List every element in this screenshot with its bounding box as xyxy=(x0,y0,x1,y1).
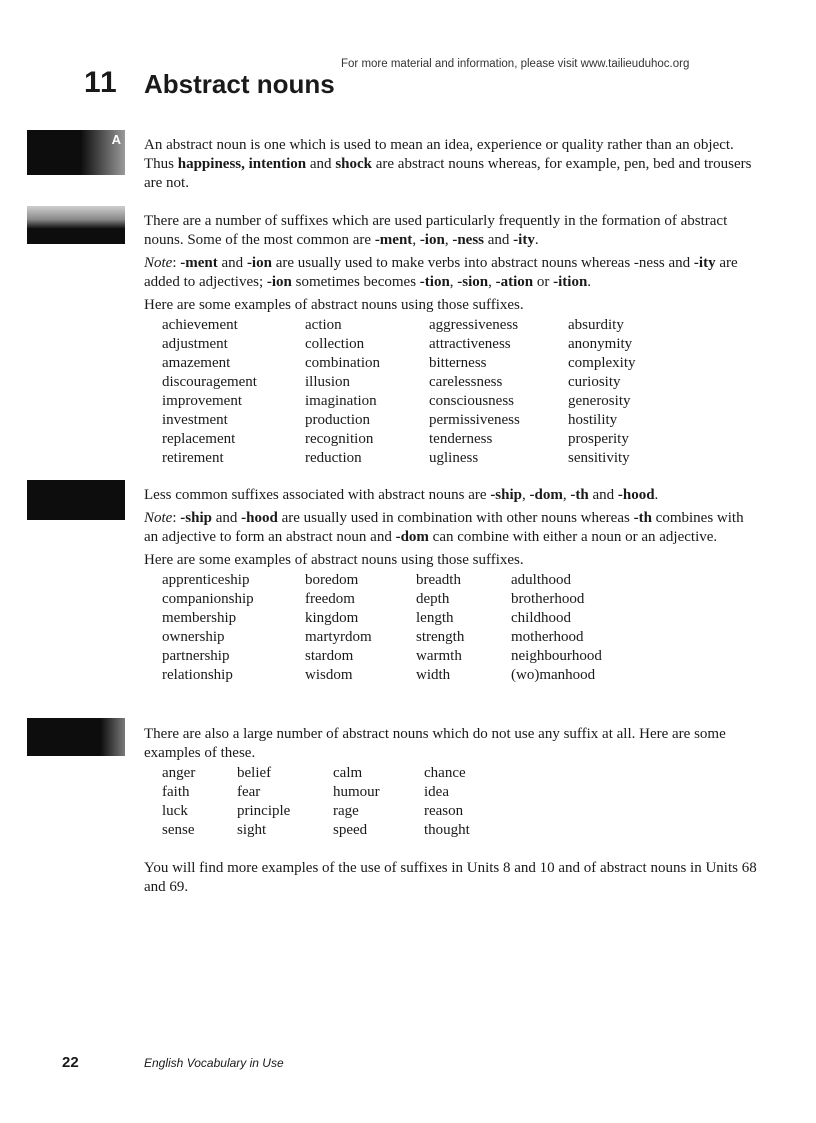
page-number: 22 xyxy=(62,1054,79,1071)
table-cell: curiosity xyxy=(568,374,621,390)
table-row xyxy=(162,802,504,821)
table-cell: investment xyxy=(162,412,228,428)
table-cell: faith xyxy=(162,784,190,800)
section-c-note: Note: -ship and -hood are usually used in combination with other nouns whereas -th combines with an adjective to form an abstract noun and -dom can combine with either a noun or an adjective. xyxy=(144,510,744,545)
table-row xyxy=(162,430,658,449)
table-cell: attractiveness xyxy=(429,336,511,352)
table-cell: length xyxy=(416,610,454,626)
table-row xyxy=(162,316,658,335)
table-cell: brotherhood xyxy=(511,591,585,607)
section-b xyxy=(144,212,759,468)
table-cell: speed xyxy=(333,822,368,838)
table-cell: breadth xyxy=(416,572,461,588)
table-cell: production xyxy=(305,412,370,428)
table-cell: companionship xyxy=(162,591,254,607)
section-c-intro: Less common suffixes associated with abstract nouns are -ship, -dom, -th and -hood. xyxy=(144,487,659,503)
table-row xyxy=(162,764,504,783)
table-cell: replacement xyxy=(162,431,236,447)
table-cell: reason xyxy=(424,803,464,819)
table-cell: adulthood xyxy=(511,572,571,588)
table-cell: stardom xyxy=(305,648,354,664)
table-cell: bitterness xyxy=(429,355,487,371)
table-cell: sense xyxy=(162,822,195,838)
table-row xyxy=(162,411,658,430)
table-row xyxy=(162,392,658,411)
table-cell: rage xyxy=(333,803,359,819)
table-cell: anonymity xyxy=(568,336,633,352)
page-title: Abstract nouns xyxy=(144,69,335,99)
suffix-examples-table-1 xyxy=(162,316,658,468)
table-cell: membership xyxy=(162,610,237,626)
section-a-text: An abstract noun is one which is used to mean an idea, experience or quality rather than an object. Thus happiness, intention and shock are abstract nouns whereas, for example, pen, bed and trousers are not. xyxy=(144,137,752,191)
table-row xyxy=(162,571,621,590)
table-cell: imagination xyxy=(305,393,377,409)
unit-number: 11 xyxy=(84,66,118,99)
table-cell: illusion xyxy=(305,374,351,390)
table-cell: luck xyxy=(162,803,188,819)
section-marker-b xyxy=(27,206,125,244)
table-cell: motherhood xyxy=(511,629,584,645)
table-cell: depth xyxy=(416,591,450,607)
section-b-examples-intro: Here are some examples of abstract nouns using those suffixes. xyxy=(144,297,524,313)
table-cell: tenderness xyxy=(429,431,493,447)
table-cell: relationship xyxy=(162,667,233,683)
table-cell: partnership xyxy=(162,648,230,664)
section-marker-c xyxy=(27,480,125,520)
section-marker-label xyxy=(112,482,121,497)
table-cell: calm xyxy=(333,765,363,781)
table-cell: improvement xyxy=(162,393,242,409)
table-row xyxy=(162,373,658,392)
table-cell: achievement xyxy=(162,317,238,333)
section-d xyxy=(144,725,759,901)
table-cell: belief xyxy=(237,765,272,781)
table-cell: aggressiveness xyxy=(429,317,519,333)
table-cell: width xyxy=(416,667,451,683)
table-cell: consciousness xyxy=(429,393,514,409)
table-cell: retirement xyxy=(162,450,224,466)
table-cell: ownership xyxy=(162,629,225,645)
table-cell: hostility xyxy=(568,412,618,428)
table-cell: childhood xyxy=(511,610,571,626)
table-cell: chance xyxy=(424,765,466,781)
no-suffix-examples-table xyxy=(162,764,504,840)
suffix-examples-table-2 xyxy=(162,571,621,685)
table-cell: combination xyxy=(305,355,380,371)
table-row xyxy=(162,609,621,628)
table-cell: principle xyxy=(237,803,291,819)
table-cell: recognition xyxy=(305,431,374,447)
table-row xyxy=(162,449,658,468)
section-marker-a xyxy=(27,130,125,175)
section-d-intro: There are also a large number of abstract nouns which do not use any suffix at all. Here are some examples of these. xyxy=(144,726,726,761)
section-d-closing: You will find more examples of the use of suffixes in Units 8 and 10 and of abstract nouns in Units 68 and 69. xyxy=(144,860,757,895)
table-row xyxy=(162,647,621,666)
section-marker-label xyxy=(112,208,121,223)
table-cell: adjustment xyxy=(162,336,228,352)
section-marker-label xyxy=(112,720,121,735)
table-cell: wisdom xyxy=(305,667,353,683)
table-cell: apprenticeship xyxy=(162,572,250,588)
table-cell: reduction xyxy=(305,450,362,466)
table-cell: generosity xyxy=(568,393,631,409)
table-row xyxy=(162,354,658,373)
section-c-examples-intro: Here are some examples of abstract nouns using those suffixes. xyxy=(144,552,524,568)
section-b-note: Note: -ment and -ion are usually used to make verbs into abstract nouns whereas -ness and -ity are added to adjectives; -ion sometimes becomes -tion, -sion, -ation or -ition. xyxy=(144,255,738,290)
table-cell: kingdom xyxy=(305,610,359,626)
table-cell: freedom xyxy=(305,591,355,607)
table-cell: martyrdom xyxy=(305,629,372,645)
table-row xyxy=(162,590,621,609)
section-b-intro: There are a number of suffixes which are used particularly frequently in the formation of abstract nouns. Some of the most common are -ment, -ion, -ness and -ity. xyxy=(144,213,728,248)
table-cell: anger xyxy=(162,765,196,781)
table-cell: strength xyxy=(416,629,465,645)
table-row xyxy=(162,783,504,802)
table-cell: warmth xyxy=(416,648,462,664)
section-marker-d xyxy=(27,718,125,756)
table-row xyxy=(162,821,504,840)
table-cell: action xyxy=(305,317,342,333)
table-cell: boredom xyxy=(305,572,359,588)
book-title: English Vocabulary in Use xyxy=(144,1056,284,1070)
table-cell: idea xyxy=(424,784,449,800)
section-c xyxy=(144,486,759,685)
table-cell: neighbourhood xyxy=(511,648,602,664)
table-cell: sensitivity xyxy=(568,450,630,466)
table-cell: permissiveness xyxy=(429,412,520,428)
section-marker-label: A xyxy=(111,132,121,147)
table-cell: fear xyxy=(237,784,261,800)
table-cell: (wo)manhood xyxy=(511,667,596,683)
header-note: For more material and information, please visit www.tailieuduhoc.org xyxy=(341,58,690,70)
table-cell: ugliness xyxy=(429,450,479,466)
table-cell: discouragement xyxy=(162,374,257,390)
table-cell: carelessness xyxy=(429,374,503,390)
table-cell: humour xyxy=(333,784,380,800)
table-cell: thought xyxy=(424,822,470,838)
table-cell: prosperity xyxy=(568,431,629,447)
table-row xyxy=(162,628,621,647)
table-row xyxy=(162,666,621,685)
table-cell: collection xyxy=(305,336,365,352)
section-a xyxy=(144,136,759,197)
table-cell: complexity xyxy=(568,355,636,371)
table-cell: absurdity xyxy=(568,317,624,333)
table-row xyxy=(162,335,658,354)
table-cell: amazement xyxy=(162,355,231,371)
table-cell: sight xyxy=(237,822,267,838)
